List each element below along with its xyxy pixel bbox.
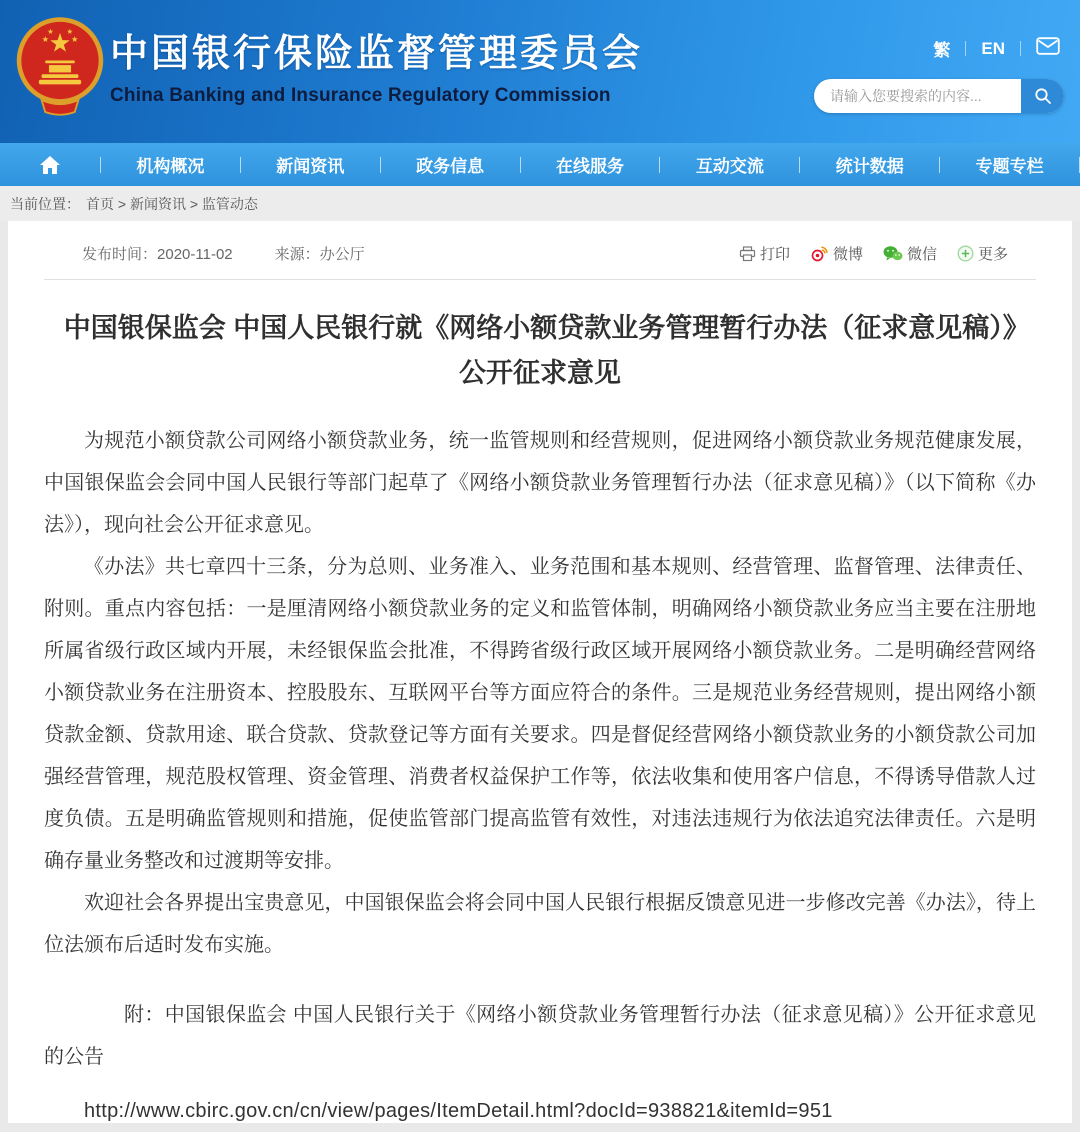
weibo-share-button[interactable] [810,243,863,264]
publish-time-label: 发布时间： [82,246,158,263]
attachment-line: 附：中国银保监会 中国人民银行关于《网络小额贷款业务管理暂行办法（征求意见稿）》公开征求意见的公告 [44,1004,1036,1068]
search-icon [1034,87,1052,105]
nav-item-statistics[interactable]: 统计数据 [835,157,904,176]
nav-item-government-info[interactable]: 政务信息 [416,157,485,176]
main-navigation [0,143,1080,186]
weibo-label: 微博 [832,246,863,263]
print-label: 打印 [759,246,790,263]
wechat-label: 微信 [906,246,937,263]
nav-item-home[interactable] [0,155,100,175]
svg-text:★: ★ [66,26,74,36]
svg-text:★: ★ [71,35,79,45]
article-paragraph: 为规范小额贷款公司网络小额贷款业务，统一监管规则和经营规则，促进网络小额贷款业务规范健康发展，中国银保监会会同中国人民银行等部门起草了《网络小额贷款业务管理暂行办法（征求意见稿）》（以下简称《办法》），现向社会公开征求意见。 [44,430,1036,536]
article-actions [739,243,1008,264]
utility-separator [965,41,966,56]
national-emblem-logo [14,12,106,120]
search-input[interactable] [814,79,1021,113]
site-title-chinese: 中国银行保险监督管理委员会 [110,33,644,75]
article-title: 中国银保监会 中国人民银行就《网络小额贷款业务管理暂行办法（征求意见稿）》公开征求意见 [63,313,1017,388]
weibo-icon [810,245,829,262]
nav-item-interaction[interactable]: 互动交流 [695,157,764,176]
site-titles [110,22,643,107]
breadcrumb-path[interactable]: 首页 > 新闻资讯 > 监管动态 [86,195,258,212]
plus-circle-icon [957,245,974,262]
printer-icon [739,246,756,262]
breadcrumb [0,186,1080,221]
site-header [0,0,1080,143]
site-search [814,79,1064,113]
page-body [0,221,1080,1123]
publish-time-value: 2020-11-02 [157,246,233,263]
article-paragraph: 欢迎社会各界提出宝贵意见，中国银保监会将会同中国人民银行根据反馈意见进一步修改完善《办法》，待上位法颁布后适时发布实施。 [44,892,1036,956]
source-value: 办公厅 [319,246,365,263]
article-body [44,420,1036,966]
english-link[interactable]: EN [981,38,1005,58]
source-label: 来源： [274,246,320,263]
wechat-icon [883,245,903,262]
attachment-url[interactable]: http://www.cbirc.gov.cn/cn/view/pages/ItemDetail.html?docId=938821&itemId=951 [84,1100,833,1122]
article-meta [82,243,365,264]
search-button[interactable] [1021,79,1064,113]
nav-item-special-topics[interactable]: 专题专栏 [975,157,1044,176]
svg-text:★: ★ [47,26,54,36]
site-title-english: China Banking and Insurance Regulatory Commission [110,85,611,106]
nav-item-institution-overview[interactable]: 机构概况 [136,157,205,176]
nav-item-online-services[interactable]: 在线服务 [556,157,624,176]
header-utility-links [933,36,1060,61]
more-label: 更多 [977,246,1008,263]
meta-divider [44,279,1036,280]
publish-time [82,243,233,264]
nav-item-news[interactable]: 新闻资讯 [276,157,345,176]
more-share-button[interactable] [957,243,1008,264]
article-paragraph: 《办法》共七章四十三条，分为总则、业务准入、业务范围和基本规则、经营管理、监督管理、法律责任、附则。重点内容包括：一是厘清网络小额贷款业务的定义和监管体制，明确网络小额贷款业务应当主要在注册地所属省级行政区域内开展，未经银保监会批准，不得跨省级行政区域开展网络小额贷款业务。二是明确经营网络小额贷款业务在注册资本、控股股东、互联网平台等方面应符合的条件。三是规范业务经营规则，提出网络小额贷款金额、贷款用途、联合贷款、贷款登记等方面有关要求。四是督促经营网络小额贷款业务的小额贷款公司加强经营管理，规范股权管理、资金管理、消费者权益保护工作等，依法收集和使用客户信息，不得诱导借款人过度负债。五是明确监管规则和措施，促使监管部门提高监管有效性，对违法违规行为依法追究法律责任。六是明确存量业务整改和过渡期等安排。 [44,556,1036,872]
wechat-share-button[interactable] [883,243,937,264]
article-panel [8,221,1072,1123]
breadcrumb-label: 当前位置： [10,195,80,212]
svg-text:★: ★ [41,35,50,45]
home-icon [39,155,61,175]
traditional-chinese-link[interactable]: 繁 [933,41,951,60]
source [275,243,365,264]
mail-icon[interactable] [1036,37,1060,60]
utility-separator [1020,41,1021,56]
article-meta-row [44,221,1036,264]
print-button[interactable] [739,243,790,264]
